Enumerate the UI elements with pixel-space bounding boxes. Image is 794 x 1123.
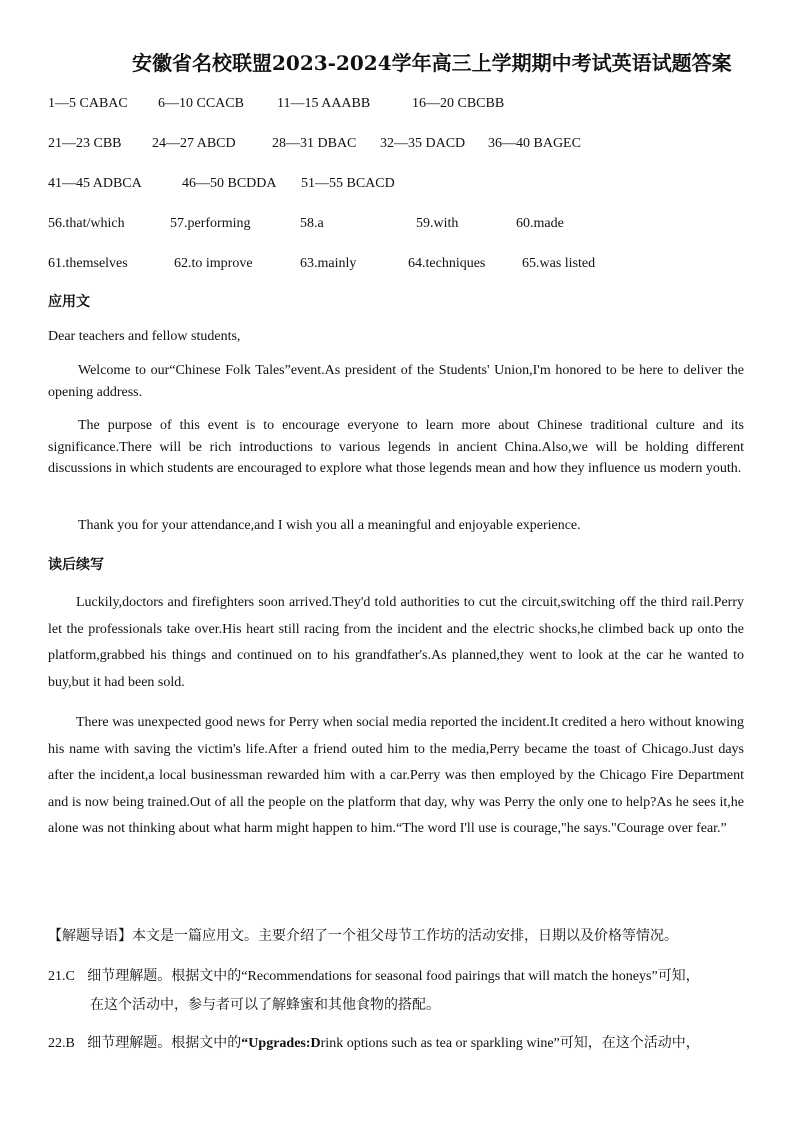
explanation-continuation: 在这个活动中，参与者可以了解蜂蜜和其他食物的搭配。 xyxy=(90,997,440,1013)
answer-group: 21—23 CBB xyxy=(48,136,122,151)
answer-item: 60.made xyxy=(516,216,564,231)
answer-item: 56.that/which xyxy=(48,216,125,231)
letter-greeting: Dear teachers and fellow students, xyxy=(48,329,241,344)
answer-group: 24—27 ABCD xyxy=(152,136,236,151)
answer-item: 64.techniques xyxy=(408,256,486,271)
answer-group: 51—55 BCACD xyxy=(301,176,395,191)
answer-group: 1—5 CABAC xyxy=(48,96,128,111)
question-number: 22.B xyxy=(48,1036,75,1051)
letter-paragraph: Welcome to our“Chinese Folk Tales”event.As president of the Students' Union,I'm honored to be here to deliver the opening address. xyxy=(48,363,744,400)
answer-group: 28—31 DBAC xyxy=(272,136,357,151)
answer-item: 62.to improve xyxy=(174,256,253,271)
answer-item: 63.mainly xyxy=(300,256,357,271)
section-heading-continuation: 读后续写 xyxy=(48,557,104,573)
answer-item: 59.with xyxy=(416,216,459,231)
story-paragraph: Luckily,doctors and firefighters soon arrived.They'd told authorities to cut the circuit,switching off the third rail.Perry let the professionals take over.His heart still racing from the incident and the electric shocks,he climbed back up onto the platform,grabbed his things and continued on to his grandfather's.As planned,they went to look at the car he wanted to buy,but it had been sold. xyxy=(48,595,744,690)
letter-paragraph: Thank you for your attendance,and I wish you all a meaningful and enjoyable experience. xyxy=(78,518,581,533)
answer-group: 32—35 DACD xyxy=(380,136,466,151)
answer-group: 36—40 BAGEC xyxy=(488,136,581,151)
explanation-item-22 xyxy=(48,1029,748,1058)
explanation-guide: 【解题导语】本文是一篇应用文。主要介绍了一个祖父母节工作坊的活动安排，日期以及价格等情况。 xyxy=(48,928,678,944)
explanation-text: 可知，在这个活动中， xyxy=(559,1035,700,1051)
answer-group: 6—10 CCACB xyxy=(158,96,244,111)
answer-group: 41—45 ADBCA xyxy=(48,176,142,191)
explanation-quote: rink options such as tea or sparkling wine” xyxy=(320,1036,560,1051)
answer-item: 57.performing xyxy=(170,216,251,231)
answer-item: 58.a xyxy=(300,216,324,231)
explanation-quote: “Recommendations for seasonal food pairings that will match the honeys” xyxy=(241,969,658,984)
story-paragraph: There was unexpected good news for Perry when social media reported the incident.It credited a hero without knowing his name with saving the victim's life.After a friend outed him to the media,Perry became the toast of Chicago.Just days after the incident,a local businessman rewarded him with a car.Perry was then employed by the Chicago Fire Department and is now being trained.Out of all the people on the platform that day, why was Perry the only one to help?As he sees it,he alone was not thinking about what harm might happen to him.“The word I'll use is courage,"he says."Courage over fear.” xyxy=(48,715,744,837)
answer-item: 65.was listed xyxy=(522,256,596,271)
answer-group: 11—15 AAABB xyxy=(277,96,371,111)
explanation-item-21 xyxy=(48,962,748,1019)
section-heading-writing: 应用文 xyxy=(48,294,90,310)
explanation-text: 细节理解题。根据文中的 xyxy=(87,968,242,984)
answer-group: 16—20 CBCBB xyxy=(412,96,505,111)
page-title: 安徽省名校联盟2023-2024学年高三上学期期中考试英语试题答案 xyxy=(132,51,732,75)
explanation-text: 细节理解题。根据文中的 xyxy=(87,1035,242,1051)
answer-group: 46—50 BCDDA xyxy=(182,176,277,191)
letter-paragraph: The purpose of this event is to encourage everyone to learn more about Chinese traditional culture and its significance.There will be rich introductions to various legends in ancient China.Also,we will be holding different discussions in which students are encouraged to explore what those legends mean and how they influence us modern youth. xyxy=(48,418,744,476)
explanation-text: 可知， xyxy=(657,968,700,984)
explanation-quote-bold: “Upgrades:D xyxy=(241,1036,321,1051)
answer-item: 61.themselves xyxy=(48,256,128,271)
question-number: 21.C xyxy=(48,969,75,984)
